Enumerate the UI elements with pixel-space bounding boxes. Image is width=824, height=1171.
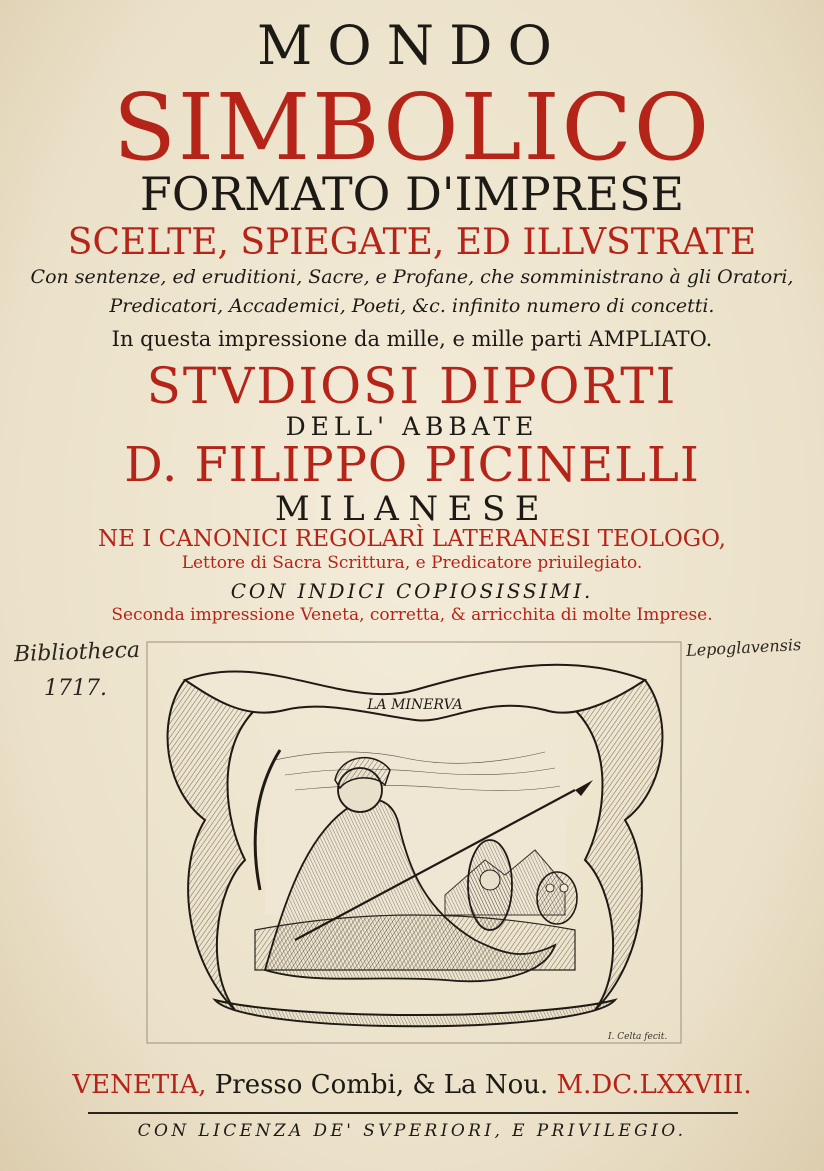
author-role: Lettore di Sacra Scrittura, e Predicatore priuilegiato. bbox=[181, 553, 643, 573]
author-dell-abbate: DELL' ABBATE bbox=[285, 412, 539, 441]
handwritten-bibliotheca: Bibliotheca bbox=[13, 637, 141, 668]
subtitle-line-1: Con sentenze, ed eruditioni, Sacre, e Profane, che somministrano à gli Oratori, bbox=[30, 266, 794, 288]
author-order: NE I CANONICI REGOLARÌ LATERANESI TEOLOGO, bbox=[97, 526, 726, 552]
banner-text: LA MINERVA bbox=[367, 697, 463, 713]
imprint-year: M.DC.LXXVIII. bbox=[556, 1070, 752, 1100]
title-simbolico: SIMBOLICO bbox=[112, 74, 712, 181]
subtitle-line-2: Predicatori, Accademici, Poeti, &c. infinito numero di concetti. bbox=[109, 295, 715, 317]
title-mondo: MONDO bbox=[257, 14, 567, 77]
subtitle-line-3: In questa impressione da mille, e mille parti AMPLIATO. bbox=[111, 327, 713, 351]
handwritten-lepoglavensis: Lepoglavensis bbox=[685, 634, 802, 661]
imprint-line bbox=[0, 1068, 824, 1102]
author-name: D. FILIPPO PICINELLI bbox=[124, 437, 700, 493]
title-scelte: SCELTE, SPIEGATE, ED ILLVSTRATE bbox=[67, 222, 757, 263]
engraver-signature: I. Celta fecit. bbox=[608, 1032, 668, 1042]
author-studiosi: STVDIOSI DIPORTI bbox=[146, 357, 678, 415]
edition-seconda: Seconda impressione Veneta, corretta, & arricchita di molte Imprese. bbox=[111, 605, 713, 625]
imprint-rule bbox=[88, 1112, 738, 1114]
imprint-licenza: CON LICENZA DE' SVPERIORI, E PRIVILEGIO. bbox=[137, 1121, 687, 1141]
edition-indici: CON INDICI COPIOSISSIMI. bbox=[230, 579, 594, 603]
title-formato: FORMATO D'IMPRESE bbox=[139, 167, 685, 221]
handwritten-year: 1717. bbox=[44, 676, 107, 701]
imprint-city: VENETIA, bbox=[72, 1070, 207, 1100]
imprint-printer: Presso Combi, & La Nou. bbox=[214, 1070, 549, 1100]
minerva-banner bbox=[345, 688, 485, 718]
author-origin: MILANESE bbox=[274, 489, 550, 529]
